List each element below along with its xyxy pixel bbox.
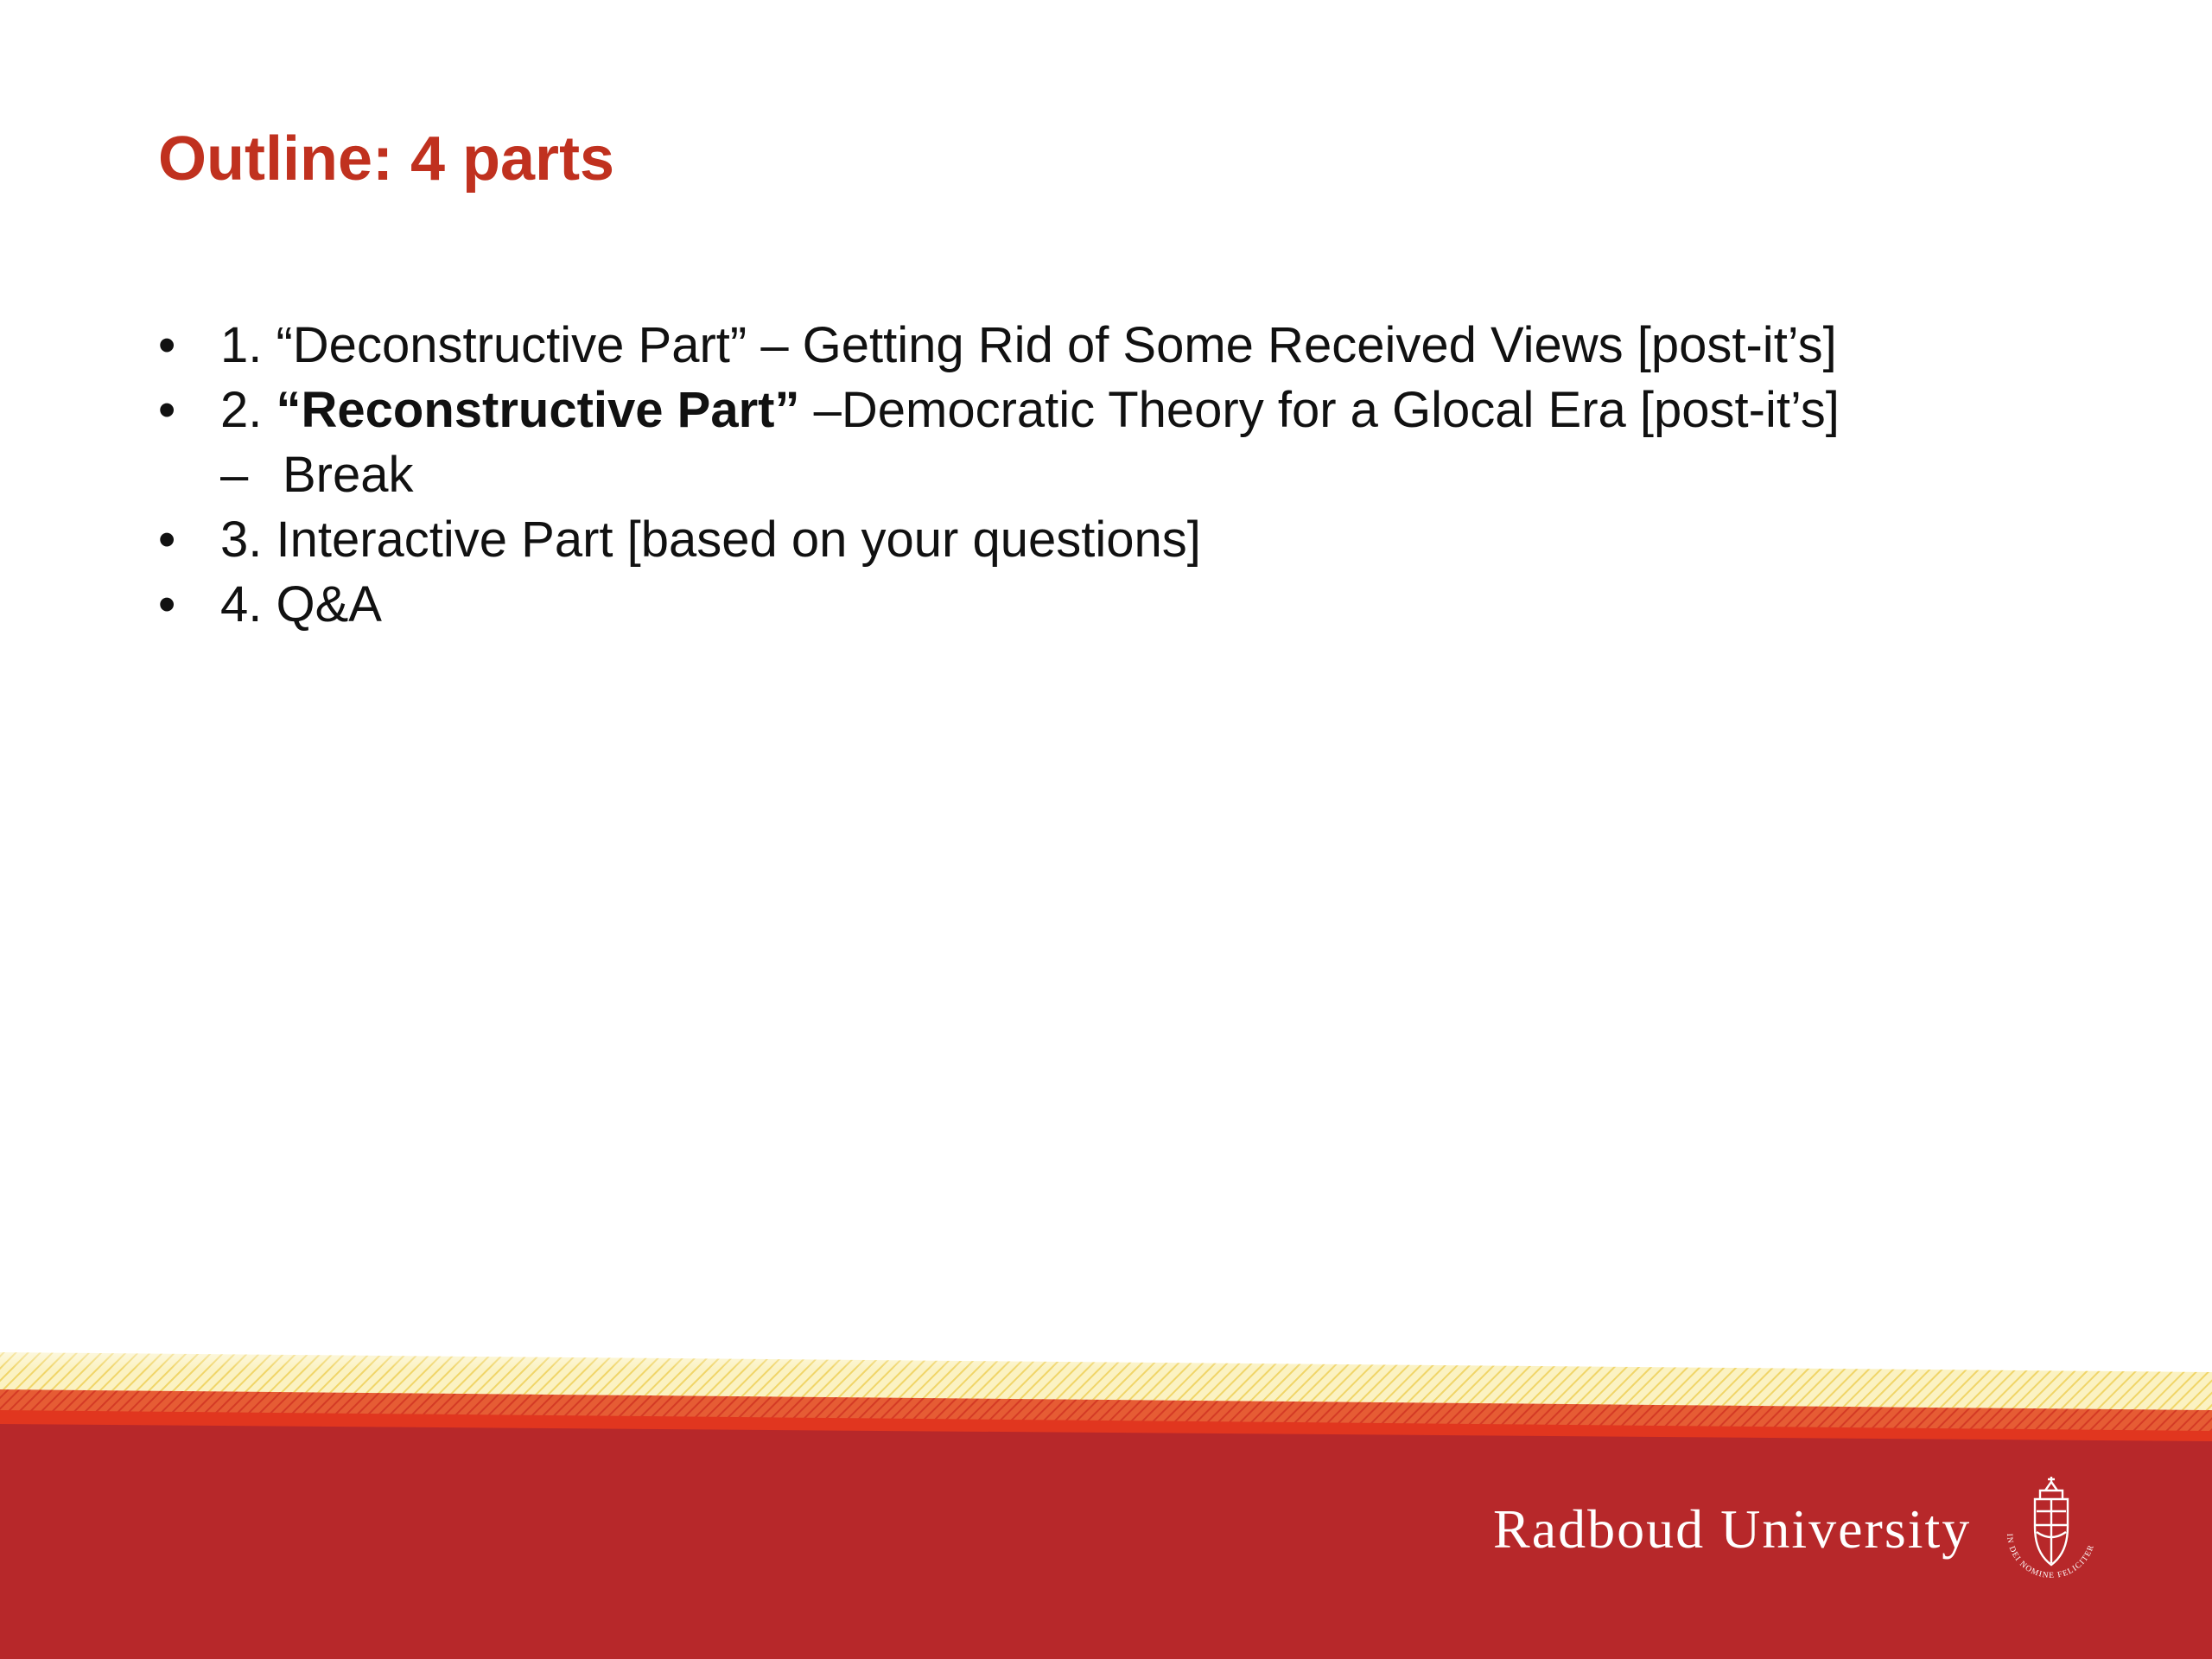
- university-logo: [1493, 1473, 2107, 1586]
- dash-marker: –: [220, 447, 249, 503]
- outline-subitem-break: [158, 442, 2145, 507]
- outline-item-text: 1. “Deconstructive Part” – Getting Rid of Some Received Views [post-it’s]: [220, 317, 1837, 373]
- outline-item-1: [158, 313, 2145, 378]
- bullet-marker: •: [158, 576, 176, 632]
- crest-motto: IN DEI NOMINE FELICITER: [2005, 1533, 2097, 1581]
- outline-item-3: [158, 507, 2145, 572]
- outline-item-2: [158, 378, 2145, 442]
- outline-item-bold: “Reconstructive Part”: [276, 382, 800, 438]
- university-crest-icon: [1995, 1473, 2107, 1586]
- bullet-marker: •: [158, 382, 176, 438]
- outline-item-text: 4. Q&A: [220, 576, 382, 632]
- slide-title: Outline: 4 parts: [158, 124, 615, 194]
- bullet-marker: •: [158, 512, 176, 568]
- outline-item-prefix: 2.: [220, 382, 276, 438]
- bullet-marker: •: [158, 317, 176, 373]
- outline-item-4: [158, 572, 2145, 637]
- outline-item-suffix: –Democratic Theory for a Glocal Era [post-it’s]: [799, 382, 1840, 438]
- logo-text: Radboud University: [1493, 1498, 1972, 1560]
- outline-item-text: 3. Interactive Part [based on your questions]: [220, 512, 1201, 568]
- outline-list: [158, 313, 2145, 637]
- outline-item-text: Break: [283, 447, 414, 503]
